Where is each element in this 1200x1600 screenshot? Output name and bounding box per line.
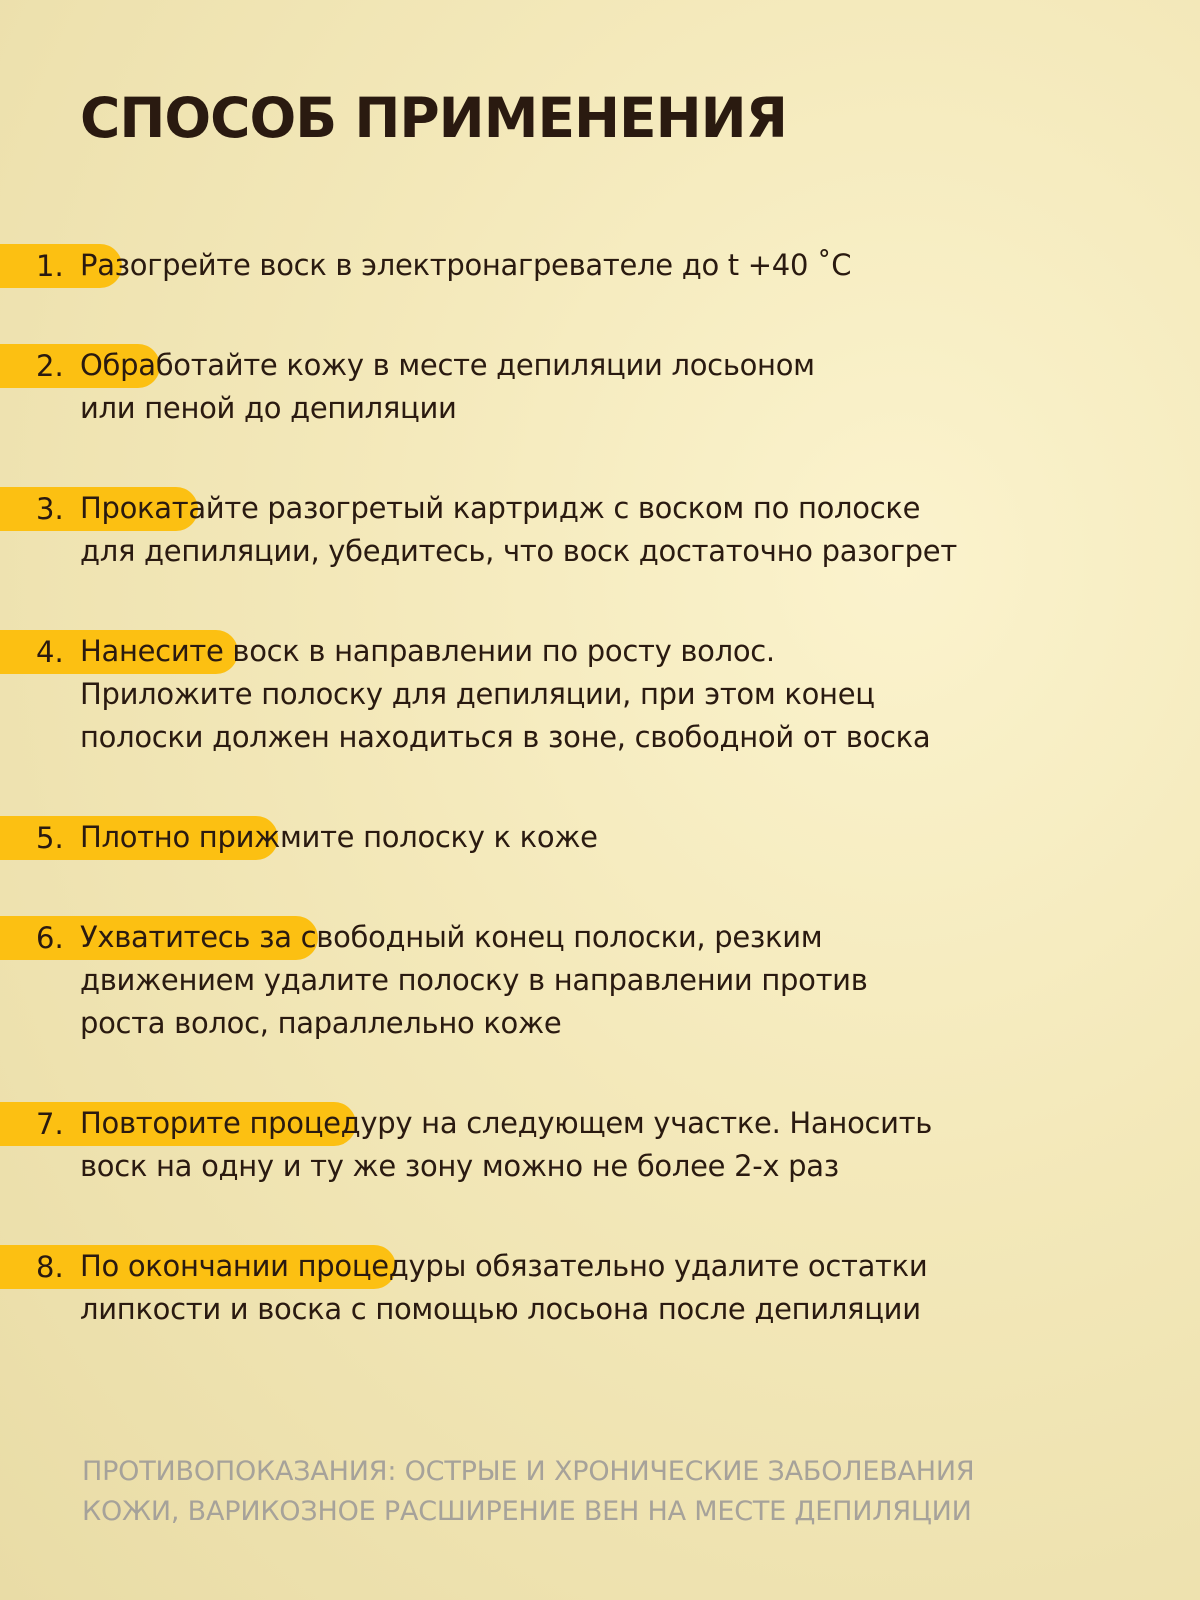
step-number: 8. <box>36 1250 64 1284</box>
step-text: Прокатайте разогретый картридж с воском по полоске для депиляции, убедитесь, что воск достаточно разогрет <box>80 491 957 568</box>
contraindications-note: ПРОТИВОПОКАЗАНИЯ: ОСТРЫЕ И ХРОНИЧЕСКИЕ ЗАБОЛЕВАНИЯ КОЖИ, ВАРИКОЗНОЕ РАСШИРЕНИЕ ВЕН НА МЕСТЕ ДЕПИЛЯЦИИ <box>82 1456 975 1527</box>
step-text: Обработайте кожу в месте депиляции лосьоном или пеной до депиляции <box>80 348 815 425</box>
step-number: 3. <box>36 492 64 526</box>
step-text: Ухватитесь за свободный конец полоски, резким движением удалите полоску в направлении против роста волос, параллельно коже <box>80 920 868 1040</box>
page-title: СПОСОБ ПРИМЕНЕНИЯ <box>80 86 788 150</box>
step-text: Разогрейте воск в электронагревателе до t +40 ˚С <box>80 248 852 282</box>
step-text: Нанесите воск в направлении по росту волос. Приложите полоску для депиляции, при этом конец полоски должен находиться в зоне, свободной от воска <box>80 634 931 754</box>
step-text: По окончании процедуры обязательно удалите остатки липкости и воска с помощью лосьона после депиляции <box>80 1249 928 1326</box>
step-number: 5. <box>36 821 64 855</box>
step-number: 7. <box>36 1107 64 1141</box>
step-number: 6. <box>36 921 64 955</box>
step-text: Повторите процедуру на следующем участке. Наносить воск на одну и ту же зону можно не более 2-х раз <box>80 1106 933 1183</box>
step-number: 1. <box>36 249 64 283</box>
step-text: Плотно прижмите полоску к коже <box>80 820 598 854</box>
step-number: 4. <box>36 635 64 669</box>
step-number: 2. <box>36 349 64 383</box>
